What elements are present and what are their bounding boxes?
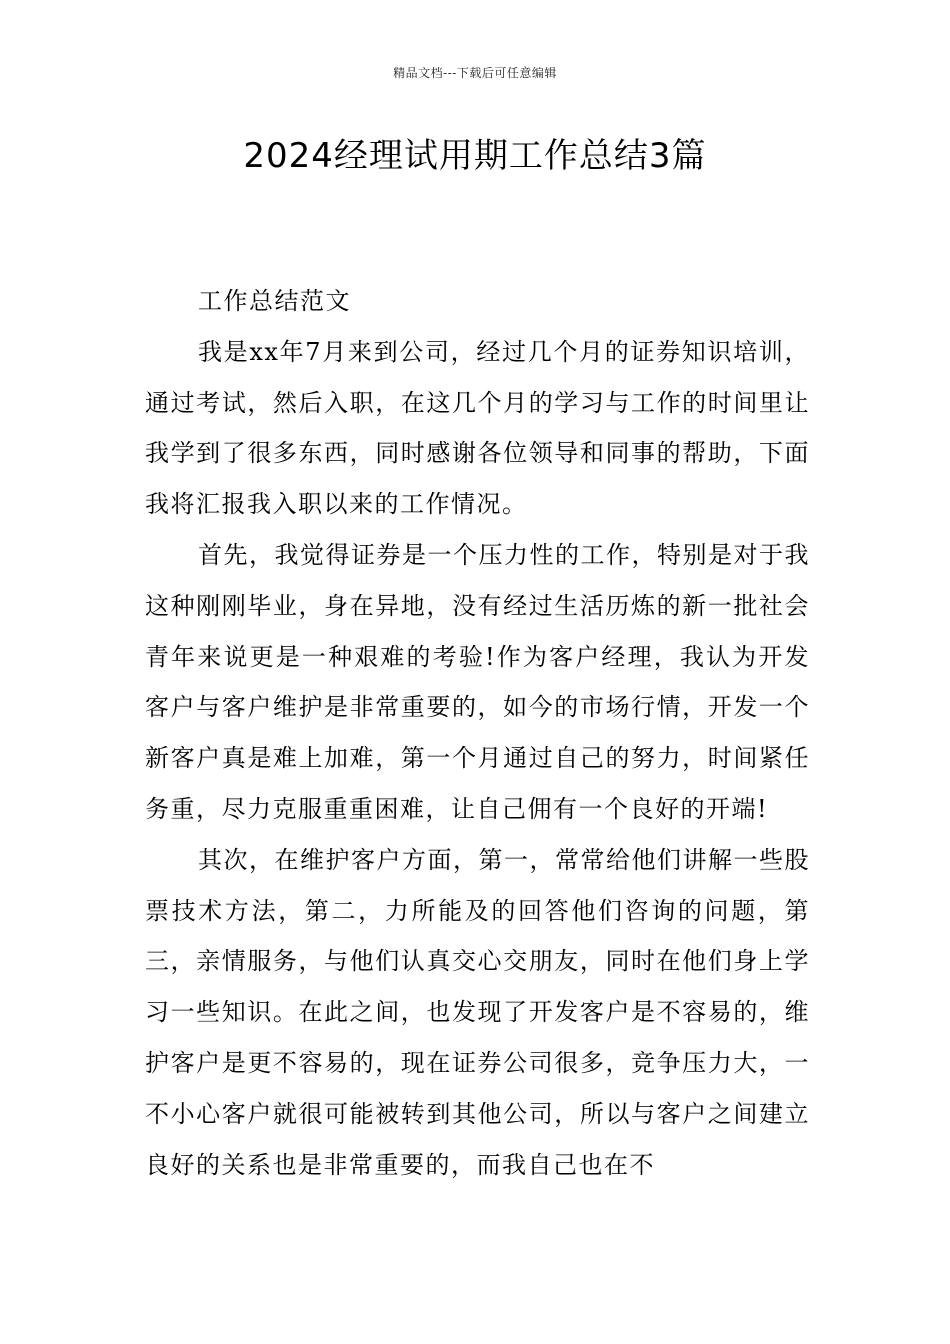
paragraph-3: 其次，在维护客户方面，第一，常常给他们讲解一些股票技术方法，第二，力所能及的回答他们咨询的问题，第三，亲情服务，与他们认真交心交朋友，同时在他们身上学习一些知识。在此之间，也发现了开发客户是不容易的，维护客户是更不容易的，现在证券公司很多，竞争压力大，一不小心客户就很可能被转到其他公司，所以与客户之间建立良好的关系也是非常重要的，而我自己也在不	[145, 845, 810, 1179]
paragraph-1: 我是xx年7月来到公司，经过几个月的证券知识培训，通过考试，然后入职，在这几个月的学习与工作的时间里让我学到了很多东西，同时感谢各位领导和同事的帮助，下面我将汇报我入职以来的工作情况。	[145, 337, 810, 519]
document-body	[145, 276, 810, 1190]
paragraph-2: 首先，我觉得证券是一个压力性的工作，特别是对于我这种刚刚毕业，身在异地，没有经过生活历炼的新一批社会青年来说更是一种艰难的考验!作为客户经理，我认为开发客户与客户维护是非常重要的，如今的市场行情，开发一个新客户真是难上加难，第一个月通过自己的努力，时间紧任务重，尽力克服重重困难，让自己佣有一个良好的开端!	[145, 540, 810, 823]
header-note: 精品文档---下载后可任意编辑	[393, 66, 557, 80]
document-title: 2024经理试用期工作总结3篇	[243, 136, 707, 176]
paragraph-heading: 工作总结范文	[198, 287, 351, 315]
